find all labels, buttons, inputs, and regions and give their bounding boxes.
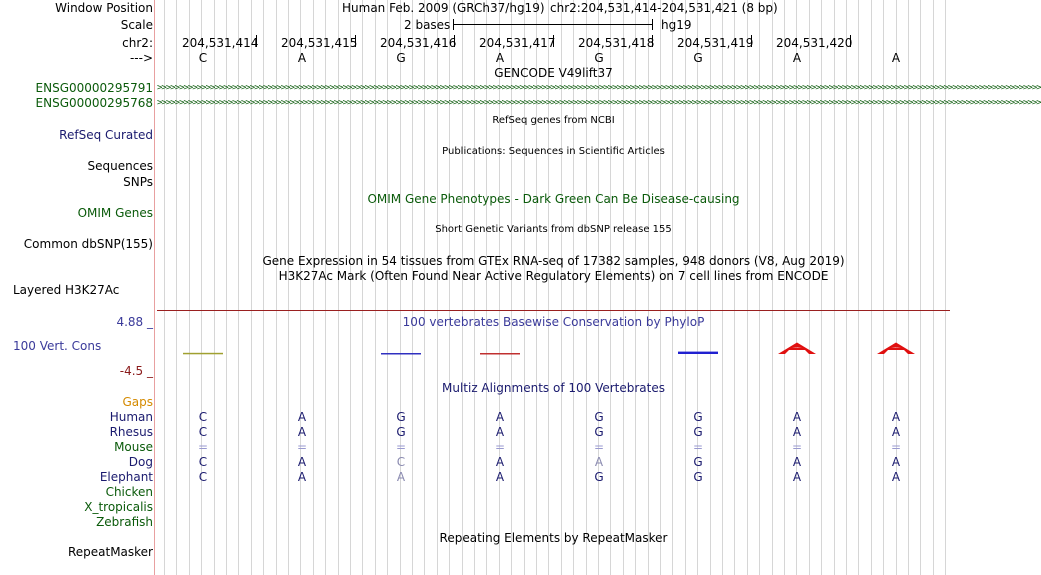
base-letter: G xyxy=(693,51,703,65)
phylop-mark xyxy=(183,353,223,355)
base-letter: A xyxy=(891,51,901,65)
species-label-x-tropicalis[interactable]: X_tropicalis xyxy=(84,500,153,514)
alignment-base: A xyxy=(495,425,505,439)
species-label-elephant[interactable]: Elephant xyxy=(99,470,153,484)
alignment-base: A xyxy=(792,455,802,469)
alignment-base: C xyxy=(198,410,208,424)
alignment-base: A xyxy=(594,455,604,469)
coordinate-label[interactable]: 204,531,414 xyxy=(182,36,259,50)
alignment-base: G xyxy=(594,470,604,484)
snps-label[interactable]: SNPs xyxy=(123,175,153,189)
alignment-base: G xyxy=(594,410,604,424)
chr-label[interactable]: chr2: xyxy=(122,36,153,50)
cons-max-label: 4.88 _ xyxy=(116,315,153,329)
alignment-base: G xyxy=(693,425,703,439)
phylop-mark xyxy=(381,353,421,355)
window-position-label: Window Position xyxy=(55,1,153,15)
repeatmasker-label[interactable]: RepeatMasker xyxy=(67,545,153,559)
alignment-base: A xyxy=(891,455,901,469)
gene-body-ensg00000295768[interactable]: >>>>>>>>>>>>>>>>>>>>>>>>>>>>>>>>>>>>>>>>>>>>>>>>>>>>>>>>>>>>>>>>>>>>>>>>>>>>>>>>>>>>>>>>>>>>>>>>>>>>>>>>>>>>>>>>>>>>>>>>>>>>>>>>>>>>>>>>>>>>>>>>>>>>>>>>>>>>>>>>>>>>>>>>>>>>>>>>>>>>>>>>>>>>>>>>>>>>>>>> xyxy=(157,98,1041,108)
gencode-track-title: GENCODE V49lift37 xyxy=(494,66,613,80)
alignment-base: = xyxy=(593,440,605,454)
phylop-mark xyxy=(678,352,718,354)
alignment-base: G xyxy=(693,470,703,484)
gtex-track-title: Gene Expression in 54 tissues from GTEx RNA-seq of 17382 samples, 948 donors (V8, Aug 2019) xyxy=(262,254,845,268)
alignment-base: A xyxy=(297,425,307,439)
alignment-base: G xyxy=(396,425,406,439)
gaps-label[interactable]: Gaps xyxy=(122,395,153,409)
scale-label: Scale xyxy=(120,18,153,32)
alignment-base: A xyxy=(297,470,307,484)
cons-min-label: -4.5 _ xyxy=(119,364,153,378)
alignment-base: A xyxy=(396,470,406,484)
alignment-base: A xyxy=(891,410,901,424)
scale-db: hg19 xyxy=(661,18,692,32)
alignment-base: A xyxy=(792,425,802,439)
coordinate-label[interactable]: 204,531,420 xyxy=(776,36,853,50)
alignment-base: G xyxy=(396,410,406,424)
species-label-zebrafish[interactable]: Zebrafish xyxy=(96,515,153,529)
scale-bar xyxy=(453,24,652,25)
scale-text: 2 bases xyxy=(404,18,451,32)
coordinate-label[interactable]: 204,531,418 xyxy=(578,36,655,50)
alignment-base: A xyxy=(495,455,505,469)
coordinate-label[interactable]: 204,531,417 xyxy=(479,36,556,50)
alignment-base: A xyxy=(495,470,505,484)
coordinate-label[interactable]: 204,531,415 xyxy=(281,36,358,50)
label-divider xyxy=(154,0,155,575)
phylop-mark xyxy=(877,342,915,354)
alignment-base: A xyxy=(891,470,901,484)
alignment-base: = xyxy=(197,440,209,454)
dbsnp-label[interactable]: Common dbSNP(155) xyxy=(23,237,153,251)
species-label-dog[interactable]: Dog xyxy=(128,455,153,469)
coordinate-label[interactable]: 204,531,416 xyxy=(380,36,457,50)
alignment-base: = xyxy=(395,440,407,454)
species-label-rhesus[interactable]: Rhesus xyxy=(109,425,153,439)
omim-track-title: OMIM Gene Phenotypes - Dark Green Can Be Disease-causing xyxy=(367,192,740,206)
publications-track-title: Publications: Sequences in Scientific Articles xyxy=(442,146,665,157)
gene-label-ensg00000295791[interactable]: ENSG00000295791 xyxy=(35,81,153,95)
base-letter: A xyxy=(297,51,307,65)
species-label-chicken[interactable]: Chicken xyxy=(105,485,153,499)
alignment-base: A xyxy=(297,455,307,469)
alignment-base: = xyxy=(494,440,506,454)
phylop-mark xyxy=(480,353,520,355)
alignment-base: C xyxy=(198,470,208,484)
h3k27ac-baseline xyxy=(157,310,950,311)
alignment-base: = xyxy=(890,440,902,454)
scale-bar-left-cap xyxy=(453,19,454,30)
alignment-base: G xyxy=(693,455,703,469)
multiz-track-title: Multiz Alignments of 100 Vertebrates xyxy=(441,381,666,395)
phylop-svg xyxy=(157,330,950,370)
refseq-curated-label[interactable]: RefSeq Curated xyxy=(59,128,153,142)
base-letter: A xyxy=(495,51,505,65)
dbsnp-track-title: Short Genetic Variants from dbSNP release 155 xyxy=(435,224,672,235)
species-label-mouse[interactable]: Mouse xyxy=(114,440,153,454)
alignment-base: C xyxy=(198,425,208,439)
alignment-base: A xyxy=(792,410,802,424)
coordinate-label[interactable]: 204,531,419 xyxy=(677,36,754,50)
sequences-label[interactable]: Sequences xyxy=(87,159,153,173)
alignment-base: A xyxy=(891,425,901,439)
base-letter: G xyxy=(396,51,406,65)
repeatmasker-track-title: Repeating Elements by RepeatMasker xyxy=(439,531,668,545)
scale-bar-right-cap xyxy=(652,19,653,30)
gene-label-ensg00000295768[interactable]: ENSG00000295768 xyxy=(35,96,153,110)
gene-body-ensg00000295791[interactable]: >>>>>>>>>>>>>>>>>>>>>>>>>>>>>>>>>>>>>>>>>>>>>>>>>>>>>>>>>>>>>>>>>>>>>>>>>>>>>>>>>>>>>>>>>>>>>>>>>>>>>>>>>>>>>>>>>>>>>>>>>>>>>>>>>>>>>>>>>>>>>>>>>>>>>>>>>>>>>>>>>>>>>>>>>>>>>>>>>>>>>>>>>>>>>>>>>>>>>>>> xyxy=(157,83,1041,93)
alignment-base: A xyxy=(495,410,505,424)
alignment-base: = xyxy=(791,440,803,454)
omim-genes-label[interactable]: OMIM Genes xyxy=(77,206,153,220)
alignment-base: C xyxy=(396,455,406,469)
base-letter: C xyxy=(198,51,208,65)
position-title[interactable]: chr2:204,531,414-204,531,421 (8 bp) xyxy=(550,1,778,15)
alignment-base: = xyxy=(692,440,704,454)
alignment-base: A xyxy=(792,470,802,484)
base-letter: G xyxy=(594,51,604,65)
species-label-human[interactable]: Human xyxy=(109,410,153,424)
assembly-title: Human Feb. 2009 (GRCh37/hg19) xyxy=(342,1,545,15)
alignment-base: G xyxy=(693,410,703,424)
phylop-track-title: 100 vertebrates Basewise Conservation by PhyloP xyxy=(402,315,705,329)
alignment-base: = xyxy=(296,440,308,454)
alignment-base: C xyxy=(198,455,208,469)
h3k27ac-track-title: H3K27Ac Mark (Often Found Near Active Regulatory Elements) on 7 cell lines from ENCODE xyxy=(278,269,829,283)
alignment-base: A xyxy=(297,410,307,424)
refseq-track-title: RefSeq genes from NCBI xyxy=(492,115,615,126)
h3k27ac-label[interactable]: Layered H3K27Ac xyxy=(13,283,120,297)
alignment-base: G xyxy=(594,425,604,439)
base-letter: A xyxy=(792,51,802,65)
cons-label[interactable]: 100 Vert. Cons xyxy=(13,339,102,353)
strand-arrow-label: ---> xyxy=(129,51,153,65)
phylop-mark xyxy=(778,342,816,354)
